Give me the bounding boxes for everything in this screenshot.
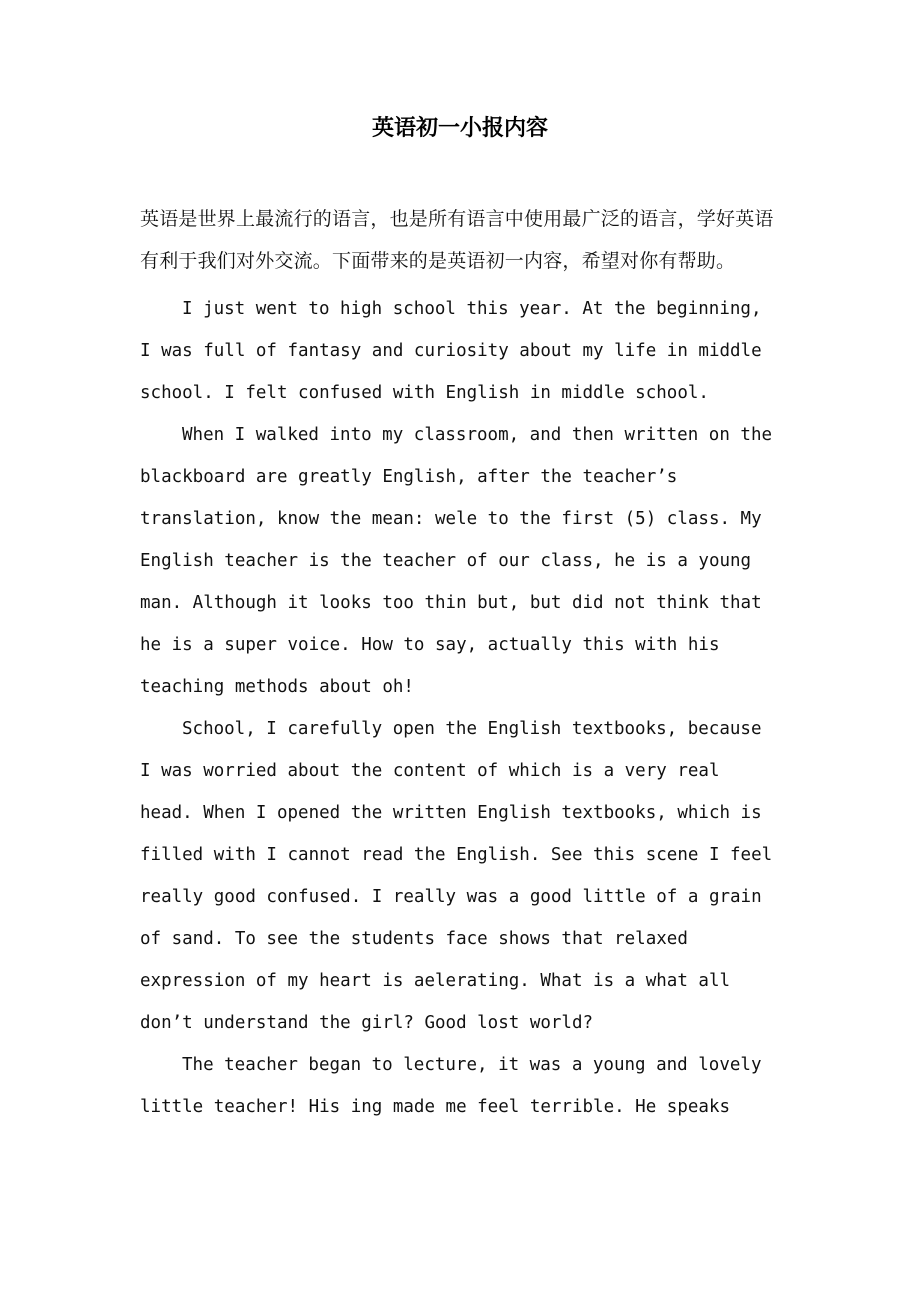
- body-paragraph-2: When I walked into my classroom, and then written on the blackboard are greatly English, after the teacher’s translation, know the mean: wele to the first (5) class. My English teacher is the teacher of our class, he is a young man. Although it looks too thin but, but did not think that he is a super voice. How to say, actually this with his teaching methods about oh!: [140, 425, 783, 697]
- body-paragraph-1: I just went to high school this year. At the beginning, I was full of fantasy and curiosity about my life in middle school. I felt confused with English in middle school.: [140, 299, 773, 403]
- document-title: 英语初一小报内容: [371, 115, 548, 141]
- intro-paragraph: 英语是世界上最流行的语言，也是所有语言中使用最广泛的语言，学好英语有利于我们对外交流。下面带来的是英语初一内容，希望对你有帮助。: [140, 208, 774, 272]
- body-paragraph-4: The teacher began to lecture, it was a young and lovely little teacher! His ing made me feel terrible. He speaks: [140, 1055, 773, 1117]
- document-body: [140, 198, 783, 1128]
- body-paragraph-3: School, I carefully open the English textbooks, because I was worried about the content of which is a very real head. When I opened the written English textbooks, which is filled with I cannot read the English. See this scene I feel really good confused. I really was a good little of a grain of sand. To see the students face shows that relaxed expression of my heart is aelerating. What is a what all don’t understand the girl? Good lost world?: [140, 719, 783, 1033]
